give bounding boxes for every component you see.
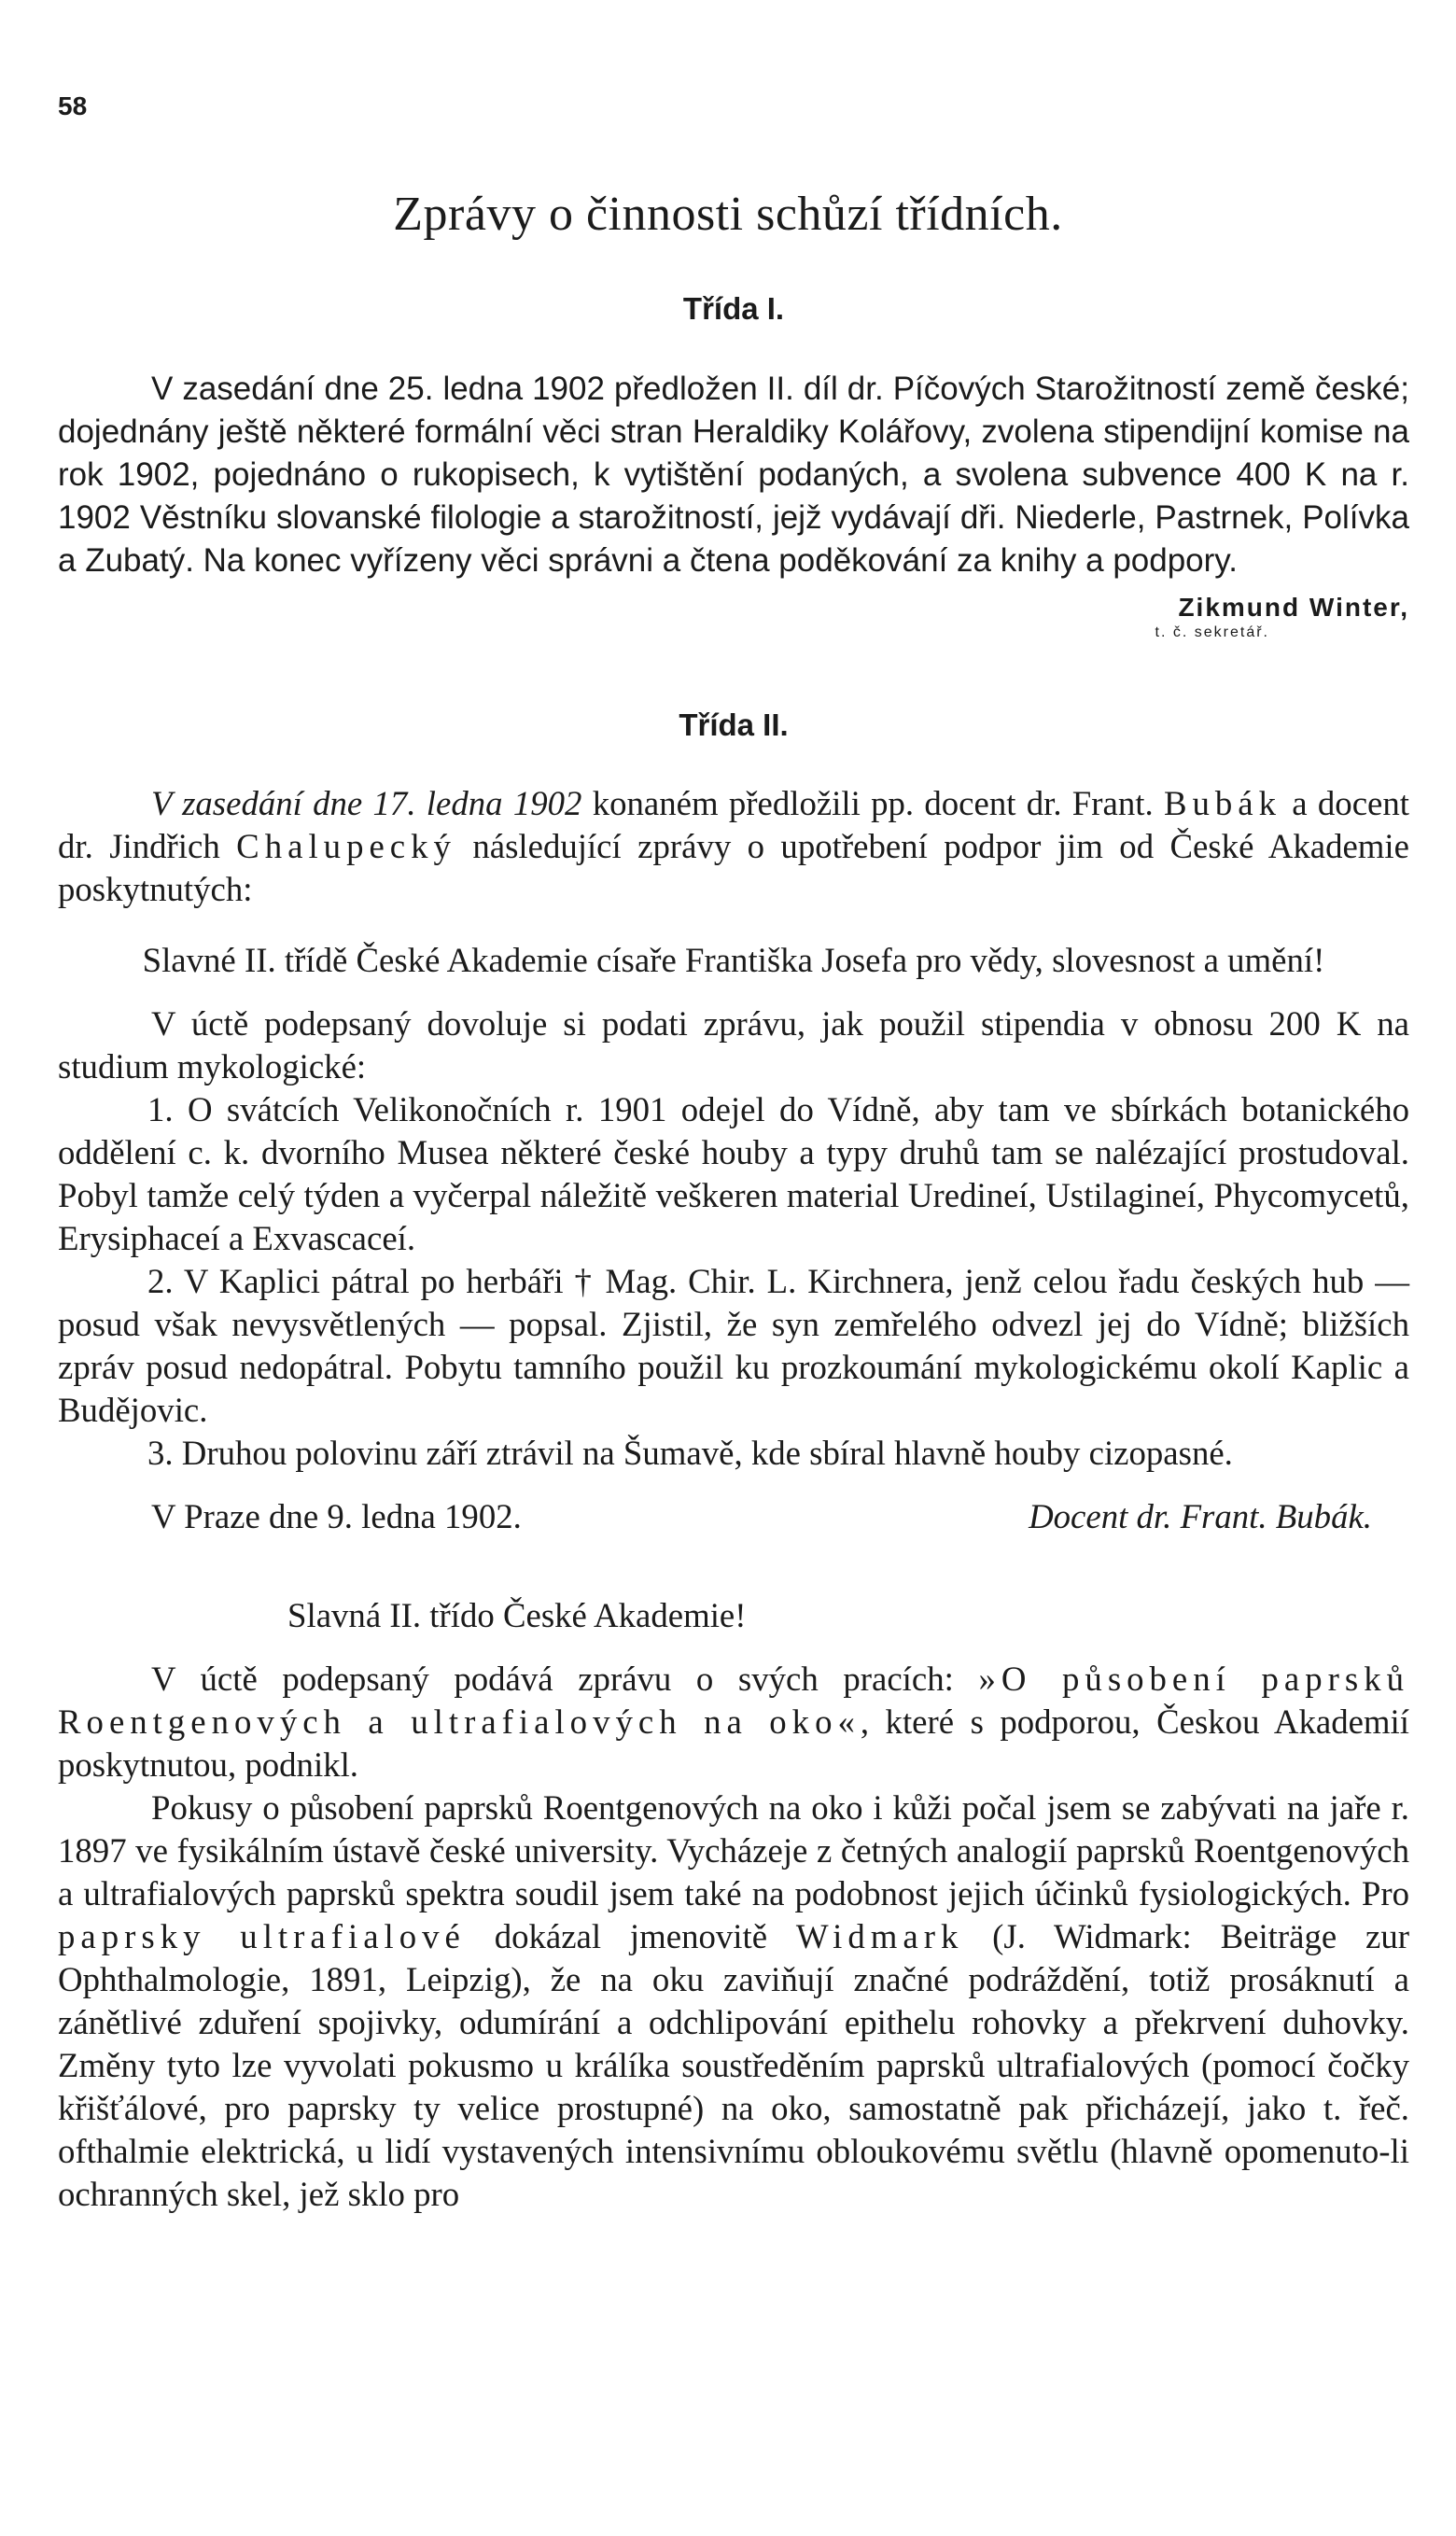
report-2-paragraph-2 <box>58 1786 1409 2216</box>
section-1-paragraph: V zasedání dne 25. ledna 1902 předložen II. díl dr. Píčových Starožitností země české; dojednány ještě některé formální věci stran Heraldiky Kolářovy, zvolena stipendijní komise na rok 1902, pojednáno o rukopisech, k vytištění podaných, a svolena subvence 400 K na r. 1902 Věstníku slovanské filologie a starožitností, jejž vydávají dři. Niederle, Pastrnek, Polívka a Zubatý. Na konec vyřízeny věci správni a čtena poděkování za knihy a podpory. <box>58 371 1409 579</box>
author-chalupecky: Chalupecký <box>236 827 456 865</box>
page-number: 58 <box>58 91 88 120</box>
author-bubak: Bubák <box>1163 784 1282 822</box>
session-date: V zasedání dne 17. ledna 1902 <box>151 784 582 822</box>
intro-text: a docent dr. Jindřich <box>58 784 1409 865</box>
report-1-item: 1. O svátcích Velikonočních r. 1901 odejel do Vídně, aby tam ve sbírkách botanického oddělení c. k. dvorního Musea některé české houby a typy druhů tam se nalézající prostudoval. Pobyl tamže celý týden a vyčerpal náležitě veškeren material Uredineí, Ustilagineí, Phycomycetů, Erysiphaceí a Exvascaceí. <box>58 1090 1409 1257</box>
report-1-dateline <box>58 1495 1409 1538</box>
report-1-item: 3. Druhou polovinu září ztrávil na Šumavě, kde sbíral hlavně houby cizopasné. <box>147 1434 1233 1472</box>
section-2-intro <box>58 782 1409 911</box>
section-1 <box>58 291 1409 642</box>
page-title: Zprávy o činnosti schůzí třídních. <box>393 188 1063 241</box>
report-1-date: V Praze dne 9. ledna 1902. <box>151 1497 522 1535</box>
report-2-text: V úctě podepsaný podává zprávu o svých pracích: <box>151 1660 979 1698</box>
address-1: Slavné II. třídě České Akademie císaře Františka Josefa pro vědy, slovesnost a umění! <box>142 941 1325 979</box>
section-2 <box>58 708 1409 2216</box>
report-1-signature: Docent dr. Frant. Bubák. <box>1029 1497 1372 1535</box>
intro-text: konaném předložili pp. docent dr. Frant. <box>581 784 1164 822</box>
section-1-signature <box>58 592 1409 642</box>
report-2-paragraph-1 <box>58 1658 1409 1786</box>
spaced-term: Widmark <box>795 1917 964 1955</box>
report-1-intro: V úctě podepsaný dovoluje si podati zprávu, jak použil stipendia v obnosu 200 K na studium mykologické: <box>58 1004 1409 1086</box>
intro-text: následující zprávy o upotřebení podpor jim od České Akademie poskytnutých: <box>58 827 1409 908</box>
spaced-term: paprsky ultrafialové <box>58 1917 466 1955</box>
signature-role: t. č. sekretář. <box>1155 624 1269 640</box>
report-2-text: dokázal jmenovitě <box>465 1917 796 1955</box>
report-2-text: (J. Widmark: Beiträge zur Ophthalmologie, 1891, Leipzig), že na oku zaviňují značné podráždění, totiž prosáknutí a zánětlivé zduření spojivky, odumírání a odchlipování epithelu rohovky a překrvení duhovky. Změny tyto lze vyvolati pokusmo u králíka soustředěním paprsků ultrafialových (pomocí čočky křišťálové, pro paprsky ty velice prostupné) na oko, samostatně pak přicházejí, jako t. řeč. ofthalmie elektrická, u lidí vystavených intensivnímu obloukovému světlu (hlavně opomenuto-li ochranných skel, jež sklo pro <box>58 1917 1409 2213</box>
section-1-heading: Třída I. <box>682 291 785 326</box>
report-2-text: , které s podporou, Českou Akademií poskytnutou, podnikl. <box>58 1702 1410 1784</box>
report-2-text: Pokusy o působení paprsků Roentgenových na oko i kůži počal jsem se zabývati na jaře r. 1897 ve fysikálním ústavě české university. Vycházeje z četných analogií paprsků Roentgenových a ultrafialových paprsků spektra soudil jsem také na podobnost jejich účinků fysiologických. Pro <box>58 1788 1409 1913</box>
section-2-heading: Třída II. <box>679 708 789 742</box>
report-1-item: 2. V Kaplici pátral po herbáři † Mag. Chir. L. Kirchnera, jenž celou řadu českých hub — posud však nevysvětlených — popsal. Zjistil, že syn zemřelého odvezl jej do Vídně; bližších zpráv posud nedopátral. Pobytu tamního použil ku prozkoumání mykologickému okolí Kaplic a Budějovic. <box>58 1262 1409 1429</box>
signature-name: Zikmund Winter, <box>1178 593 1409 622</box>
address-2: Slavná II. třído České Akademie! <box>287 1596 747 1634</box>
report-2-title: »O působení paprsků Roentgenových a ultrafialových na oko« <box>58 1660 1409 1741</box>
